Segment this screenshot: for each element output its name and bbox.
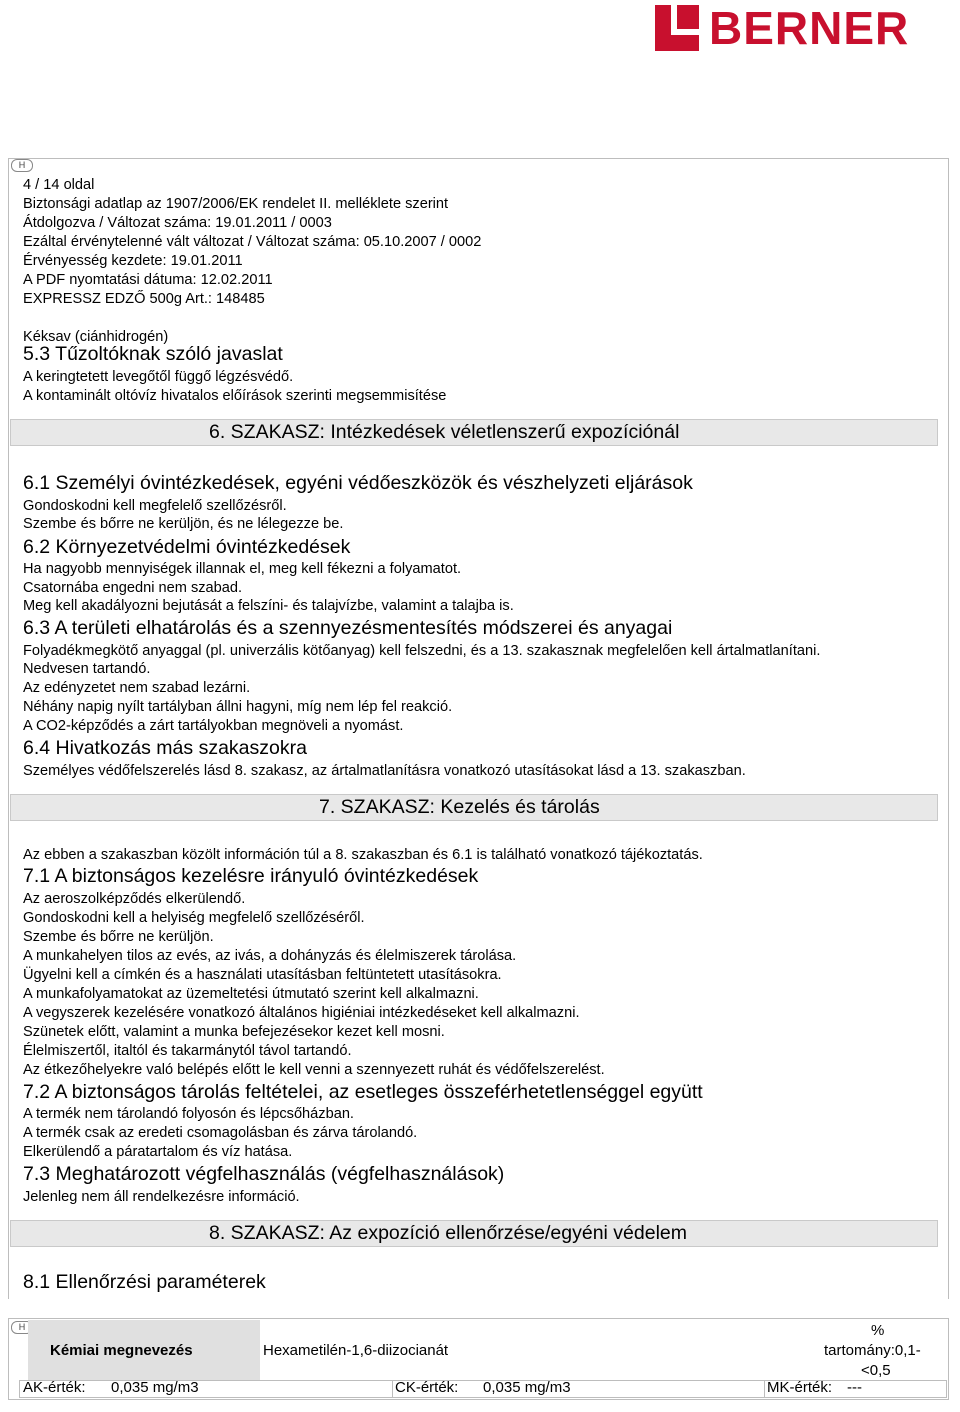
section6-3-line: Folyadékmegkötő anyaggal (pl. univerzális kötőanyag) kell felszedni, és a 13. szakasznak megfelelően kell ártalmatlanítani. [23, 643, 821, 659]
section7-1-line: Ügyelni kell a címkén és a használati utasításban feltüntetett utasításokra. [23, 967, 502, 983]
section6-3-line: Néhány napig nyílt tartályban állni hagyni, míg nem lép fel reakció. [23, 699, 453, 715]
heading-8-1: 8.1 Ellenőrzési paraméterek [23, 1271, 266, 1293]
ck-label: CK-érték: [395, 1379, 459, 1396]
section-7-title-bar [10, 794, 938, 821]
section7-1-line: A vegyszerek kezelésére vonatkozó általános higiéniai intézkedéseket kell alkalmazni. [23, 1005, 580, 1021]
heading-5-3: 5.3 Tűzoltóknak szóló javaslat [23, 343, 283, 365]
percent-label: % [871, 1322, 885, 1339]
mk-value: --- [847, 1379, 862, 1396]
section7-2-line: A termék nem tárolandó folyosón és lépcsőházban. [23, 1106, 354, 1122]
mk-label: MK-érték: [767, 1379, 833, 1396]
ak-label: AK-érték: [23, 1379, 86, 1396]
header-regulation: Biztonsági adatlap az 1907/2006/EK rendelet II. melléklete szerint [23, 196, 449, 212]
section7-1-line: Az étkezőhelyekre való belépés előtt le kell venni a szennyezett ruhát és védőfelszerelést. [23, 1062, 605, 1078]
section-6-title-bar [10, 419, 938, 446]
berner-logo [655, 4, 909, 52]
section7-1-line: Az aeroszolképződés elkerülendő. [23, 891, 246, 907]
section6-2-line: Csatornába engedni nem szabad. [23, 580, 243, 596]
section6-1-line: Gondoskodni kell megfelelő szellőzésről. [23, 498, 287, 514]
substance-name: Hexametilén-1,6-diizocianát [263, 1342, 449, 1359]
section7-2-line: A termék csak az eredeti csomagolásban és zárva tárolandó. [23, 1125, 418, 1141]
language-badge: H [11, 159, 33, 172]
table-language-badge: H [11, 1321, 33, 1334]
section6-3-line: A CO2-képződés a zárt tartályokban megnöveli a nyomást. [23, 718, 404, 734]
berner-logo-mark [655, 5, 699, 51]
section7-1-line: Szembe és bőrre ne kerüljön. [23, 929, 214, 945]
heading-6-1: 6.1 Személyi óvintézkedések, egyéni védőeszközök és vészhelyzeti eljárások [23, 472, 693, 494]
header-superseded: Ezáltal érvénytelenné vált változat / Változat száma: 05.10.2007 / 0002 [23, 234, 482, 250]
section-6-title: 6. SZAKASZ: Intézkedések véletlenszerű expozíciónál [209, 421, 680, 443]
ak-value: 0,035 mg/m3 [111, 1379, 199, 1396]
section7-1-line: Élelmiszertől, italtól és takarmánytól távol tartandó. [23, 1043, 352, 1059]
heading-6-2: 6.2 Környezetvédelmi óvintézkedések [23, 536, 351, 558]
section6-3-line: Az edényzetet nem szabad lezárni. [23, 680, 251, 696]
section-8-title-bar [10, 1220, 938, 1247]
heading-6-3: 6.3 A területi elhatárolás és a szennyezésmentesítés módszerei és anyagai [23, 617, 673, 639]
heading-7-3: 7.3 Meghatározott végfelhasználás (végfelhasználások) [23, 1163, 505, 1185]
section6-2-line: Meg kell akadályozni bejutását a felszíni- és talajvízbe, valamint a talajba is. [23, 598, 514, 614]
section7-1-line: A munkafolyamatokat az üzemeltetési útmutató szerint kell alkalmazni. [23, 986, 479, 1002]
heading-7-1: 7.1 A biztonságos kezelésre irányuló óvintézkedések [23, 865, 479, 887]
ck-value: 0,035 mg/m3 [483, 1379, 571, 1396]
section6-2-line: Ha nagyobb mennyiségek illannak el, meg kell fékezni a folyamatot. [23, 561, 462, 577]
berner-logo-text: BERNER [709, 2, 910, 54]
section-7-title: 7. SZAKASZ: Kezelés és tárolás [319, 796, 600, 818]
section7-intro: Az ebben a szakaszban közölt információn túl a 8. szakaszban és 6.1 is található vonatkozó tájékoztatás. [23, 847, 703, 863]
section7-1-line: Gondoskodni kell a helyiség megfelelő szellőzéséről. [23, 910, 365, 926]
section7-1-line: A munkahelyen tilos az evés, az ivás, a dohányzás és élelmiszerek tárolása. [23, 948, 517, 964]
percent-range-label: tartomány:0,1- [824, 1342, 921, 1359]
section-8-title: 8. SZAKASZ: Az expozíció ellenőrzése/egyéni védelem [209, 1222, 687, 1244]
header-product: EXPRESSZ EDZŐ 500g Art.: 148485 [23, 291, 265, 307]
header-valid-from: Érvényesség kezdete: 19.01.2011 [23, 253, 243, 269]
percent-range-value: <0,5 [861, 1362, 891, 1379]
limit-values-row [19, 1380, 947, 1398]
section6-1-line: Szembe és bőrre ne kerüljön, és ne lélegezze be. [23, 516, 344, 532]
section5-tail: Kéksav (ciánhidrogén) [23, 329, 169, 345]
section6-3-line: Nedvesen tartandó. [23, 661, 151, 677]
header-revision: Átdolgozva / Változat száma: 19.01.2011 / 0003 [23, 215, 332, 231]
heading-7-2: 7.2 A biztonságos tárolás feltételei, az esetleges összeférhetetlenséggel együtt [23, 1081, 703, 1103]
header-print-date: A PDF nyomtatási dátuma: 12.02.2011 [23, 272, 273, 288]
section7-2-line: Elkerülendő a páratartalom és víz hatása. [23, 1144, 293, 1160]
heading-6-4: 6.4 Hivatkozás más szakaszokra [23, 737, 307, 759]
section5-line: A keringtetett levegőtől függő légzésvédő. [23, 369, 294, 385]
exposure-limits-table [8, 1318, 949, 1400]
section7-1-line: Szünetek előtt, valamint a munka befejezésekor kezet kell mosni. [23, 1024, 445, 1040]
page-number: 4 / 14 oldal [23, 177, 95, 193]
section5-line: A kontaminált oltóvíz hivatalos előírások szerinti megsemmisítése [23, 388, 447, 404]
section6-4-line: Személyes védőfelszerelés lásd 8. szakasz, az ártalmatlanításra vonatkozó utasításokat lásd a 13. szakaszban. [23, 763, 746, 779]
chemical-name-header: Kémiai megnevezés [50, 1342, 193, 1359]
section7-3-line: Jelenleg nem áll rendelkezésre információ. [23, 1189, 300, 1205]
